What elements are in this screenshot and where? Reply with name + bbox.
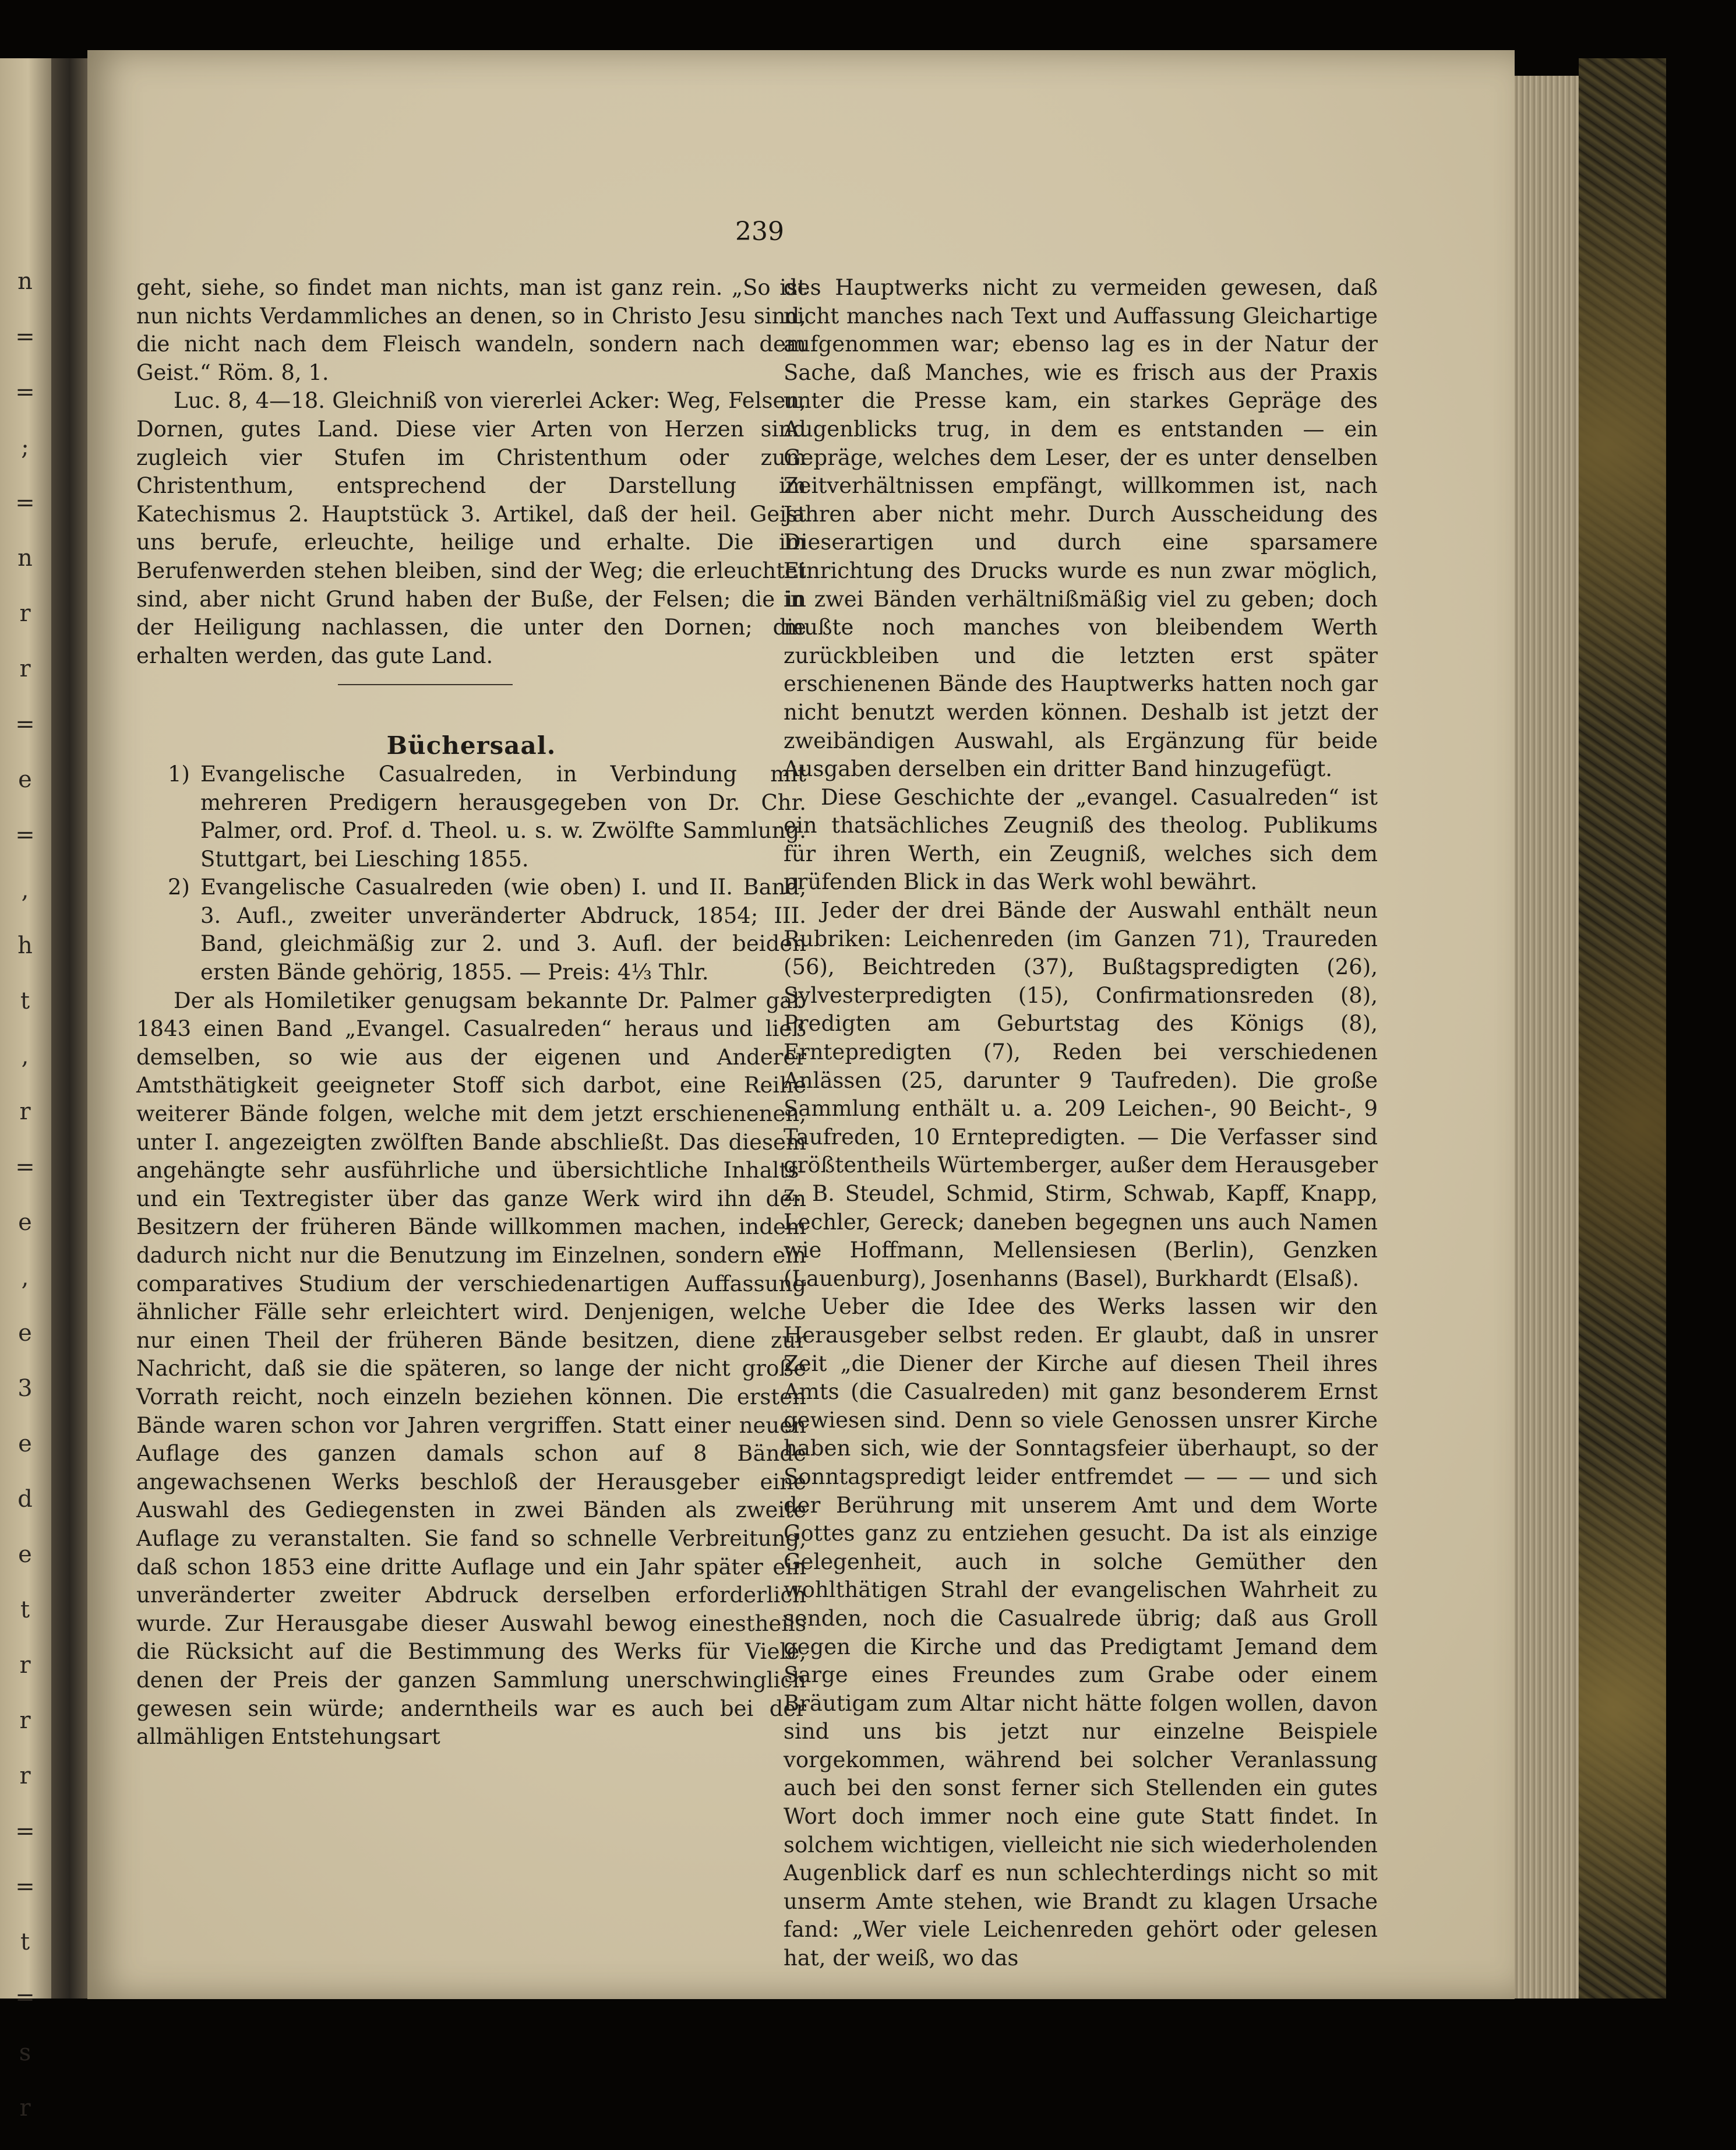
margin-letter: e [18, 1320, 32, 1347]
margin-letter: e [18, 1430, 32, 1457]
book-gutter [51, 58, 92, 1999]
left-paragraph-2: Luc. 8, 4—18. Gleichniß von viererlei Acker: Weg, Felsen, Dornen, gutes Land. Diese vier Arten von Herzen sind zugleich vier Stufen im Christenthum oder zum Christenthum, entsprechend der Darstellung im Katechismus 2. Hauptstück 3. Artikel, daß der heil. Geist uns berufe, erleuchte, heilige und erhalte. Die im Berufenwerden stehen bleiben, sind der Weg; die erleuchtet sind, aber nicht Grund haben der Buße, der Felsen; die in der Heiligung nachlassen, die unter den Dornen; die erhalten werden, das gute Land. [136, 388, 806, 668]
margin-letter: e [18, 766, 32, 793]
right-paragraph-4: Ueber die Idee des Werks lassen wir den Herausgeber selbst reden. Er glaubt, daß in unsrer Zeit „die Diener der Kirche auf diesen Theil ihres Amts (die Casualreden) mit ganz besonderem Ernst gewiesen sind. Denn so viele Genossen unsrer Kirche haben sich, wie der Sonntagsfeier überhaupt, so der Sonntagspredigt leider entfremdet — — — und sich der Berührung mit unserem Amt und dem Worte Gottes ganz zu entziehen gesucht. Da ist als einzige Gelegenheit, auch in solche Gemüther den wohlthätigen Strahl der evangelischen Wahrheit zu senden, noch die Casualrede übrig; daß aus Groll gegen die Kirche und das Predigtamt Jemand dem Sarge eines Freundes zum Grabe oder einem Bräutigam zum Altar nicht hätte folgen wollen, davon sind uns bis jetzt nur einzelne Beispiele vorgekommen, während bei solcher Veranlassung auch bei den sonst ferner sich Stellenden ein gutes Wort doch immer noch eine gute Statt findet. In solchem wichtigen, vielleicht nie sich wiederholenden Augenblick darf es nun schlechterdings nicht so mit unserm Amte stehen, wie Brandt zu klagen Ursache fand: „Wer viele Leichenreden gehört oder gelesen hat, der weiß, wo das [784, 1294, 1378, 1971]
margin-letter: , [21, 1043, 29, 1070]
section-divider [338, 684, 513, 685]
margin-letter: = [15, 711, 35, 738]
margin-letter: t [20, 1596, 30, 1623]
margin-letter: e [18, 1541, 32, 1568]
list-item [136, 760, 806, 873]
page-edges [1515, 76, 1579, 1999]
margin-letter: = [15, 323, 35, 350]
margin-letter: d [17, 1486, 33, 1513]
list-item-text: Evangelische Casualreden, in Verbindung mit mehreren Predigern herausgegeben von Dr. Chr. Palmer, ord. Prof. d. Theol. u. s. w. Zwölfte Sammlung. Stuttgart, bei Liesching 1855. [200, 761, 806, 872]
list-item-text: Evangelische Casualreden (wie oben) I. und II. Band, 3. Aufl., zweiter unveränderter Abdruck, 1854; III. Band, gleichmäßig zur 2. und 3. Aufl. der beiden ersten Bände gehörig, 1855. — Preis: 4⅓ Thlr. [200, 875, 806, 985]
margin-letter: = [15, 1154, 35, 1180]
margin-letter: r [19, 2095, 31, 2121]
left-column [136, 274, 806, 1751]
left-page-edge [0, 58, 51, 2121]
list-item-number: 1) [168, 761, 190, 787]
section-title: Büchersaal. [386, 731, 556, 760]
margin-letter: r [19, 600, 31, 627]
margin-letter: e [18, 1209, 32, 1236]
margin-letter: h [17, 932, 33, 959]
right-paragraph-3: Jeder der drei Bände der Auswahl enthält neun Rubriken: Leichenreden (im Ganzen 71), Traureden (56), Beichtreden (37), Bußtagspredigten (26), Sylvesterpredigten (15), Confirmationsreden (8), Predigten am Geburtstag des Königs (8), Erntepredigten (7), Reden bei verschiedenen Anlässen (25, darunter 9 Taufreden). Die große Sammlung enthält u. a. 209 Leichen-, 90 Beicht-, 9 Taufreden, 10 Erntepredigten. — Die Verfasser sind größtentheils Würtemberger, außer dem Herausgeber z. B. Steudel, Schmid, Stirm, Schwab, Kapff, Knapp, Lechler, Gereck; daneben begegnen uns auch Namen wie Hoffmann, Mellensiesen (Berlin), Genzken (Lauenburg), Josenhanns (Basel), Burkhardt (Elsaß). [784, 898, 1378, 1291]
margin-letter: = [15, 1984, 35, 2011]
margin-letter: n [17, 545, 33, 572]
margin-letter: = [15, 379, 35, 406]
margin-letter: s [19, 2039, 31, 2066]
left-paragraph-1: geht, siehe, so findet man nichts, man ist ganz rein. „So ist nun nichts Verdammliches an denen, so in Christo Jesu sind, die nicht nach dem Fleisch wandeln, sondern nach dem Geist.“ Röm. 8, 1. [136, 275, 806, 385]
margin-letter: = [15, 822, 35, 848]
left-paragraph-3: Der als Homiletiker genugsam bekannte Dr. Palmer gab 1843 einen Band „Evangel. Casualreden“ heraus und ließ demselben, so wie aus der eigenen und Anderer Amtsthätigkeit geeigneter Stoff sich darbot, eine Reihe weiterer Bände folgen, welche mit dem jetzt erschienenen, unter I. angezeigten zwölften Bande abschließt. Das diesem angehängte sehr ausführliche und übersichtliche Inhalts- und ein Textregister über das ganze Werk wird ihn den Besitzern der früheren Bände willkommen machen, indem dadurch nicht nur die Benutzung im Einzelnen, sondern ein comparatives Studium der verschiedenartigen Auffassung ähnlicher Fälle sehr erleichtert wird. Denjenigen, welche nur einen Theil der früheren Bände besitzen, diene zur Nachricht, daß sie die späteren, so lange der nicht große Vorrath reicht, noch einzeln beziehen können. Die ersten Bände waren schon vor Jahren vergriffen. Statt einer neuen Auflage des ganzen damals schon auf 8 Bände angewachsenen Werks beschloß der Herausgeber eine Auswahl des Gediegensten in zwei Bänden als zweite Auflage zu veranstalten. Sie fand so schnelle Verbreitung, daß schon 1853 eine dritte Auflage und ein Jahr später ein unveränderter zweiter Abdruck derselben erforderlich wurde. Zur Herausgabe dieser Auswahl bewog einestheils die Rücksicht auf die Bestimmung des Werks für Viele, denen der Preis der ganzen Sammlung unerschwinglich gewesen sein würde; anderntheils war es auch bei der allmähligen Entstehungsart [136, 988, 806, 1750]
margin-letter: r [19, 1707, 31, 1734]
margin-letter: n [17, 268, 33, 295]
margin-letter: ; [21, 434, 29, 461]
margin-letter: r [19, 1652, 31, 1679]
right-paragraph-1: des Hauptwerks nicht zu vermeiden gewesen, daß nicht manches nach Text und Auffassung Gleichartige aufgenommen war; ebenso lag es in der Natur der Sache, daß Manches, wie es frisch aus der Praxis unter die Presse kam, ein starkes Gepräge des Augenblicks trug, in dem es entstanden — ein Gepräge, welches dem Leser, der es unter denselben Zeitverhältnissen empfängt, willkommen ist, nach Jahren aber nicht mehr. Durch Ausscheidung des Dieserartigen und durch eine sparsamere Einrichtung des Drucks wurde es nun zwar möglich, in zwei Bänden verhältnißmäßig viel zu geben; doch mußte noch manches von bleibendem Werth zurückbleiben und die letzten erst später erschienenen Bände des Hauptwerks hatten noch gar nicht benutzt werden können. Deshalb ist jetzt der zweibändigen Auswahl, als Ergänzung für beide Ausgaben derselben ein dritter Band hinzugefügt. [784, 275, 1378, 782]
margin-letter: = [15, 1873, 35, 1900]
margin-letter: , [21, 1264, 29, 1291]
margin-letter: t [20, 1929, 30, 1955]
left-margin-letters [5, 268, 45, 2150]
marbled-cover [1579, 58, 1666, 1999]
right-column [784, 274, 1378, 1973]
list-item [136, 873, 806, 986]
page-number: 239 [735, 217, 784, 246]
margin-letter: = [15, 489, 35, 516]
list-item-number: 2) [168, 875, 190, 900]
margin-letter: r [19, 655, 31, 682]
margin-letter: , [21, 877, 29, 904]
margin-letter: r [19, 1098, 31, 1125]
margin-letter: = [15, 1818, 35, 1845]
right-paragraph-2: Diese Geschichte der „evangel. Casualreden“ ist ein thatsächliches Zeugniß des theolog. Publikums für ihren Werth, ein Zeugniß, welches sich dem prüfenden Blick in das Werk wohl bewährt. [784, 784, 1378, 895]
margin-letter: 3 [17, 1375, 33, 1402]
margin-letter: t [20, 988, 30, 1014]
margin-letter: r [19, 1763, 31, 1789]
